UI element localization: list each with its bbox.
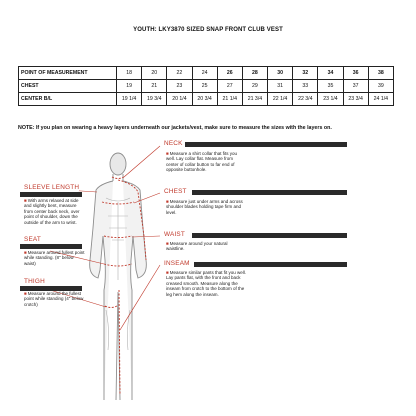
sleeve-heading: SLEEVE LENGTH [24,184,80,191]
measurement-guide [20,140,380,400]
chest-heading-bar [192,190,347,195]
table-header-label: POINT OF MEASUREMENT [19,67,117,80]
table-cell: 21 1/4 [217,93,242,106]
inseam-heading: INSEAM [164,260,190,267]
size-24: 24 [192,67,217,80]
table-cell: 35 [318,80,343,93]
table-row [19,93,394,106]
inseam-description: ■Measure similar pants that fit you well. Lay pants flat, with the front and back creased smooth. Measure along the inseam from crotch to the bottom of the leg hem along the inseam. [166,270,246,297]
table-cell: 22 3/4 [293,93,318,106]
table-cell: 29 [242,80,267,93]
size-28: 28 [242,67,267,80]
size-34: 34 [318,67,343,80]
size-22: 22 [167,67,192,80]
seat-heading: SEAT [24,236,42,243]
thigh-description: ■Measure around the fullest point while standing (4" below crotch) [24,291,84,307]
table-cell: 33 [293,80,318,93]
row-label-chest: CHEST [19,80,117,93]
bullet-icon: ■ [24,250,27,255]
size-38: 38 [368,67,393,80]
table-cell: 19 1/4 [117,93,142,106]
size-18: 18 [117,67,142,80]
table-cell: 21 3/4 [242,93,267,106]
size-36: 36 [343,67,368,80]
neck-heading-bar [185,142,347,147]
size-20: 20 [142,67,167,80]
table-cell: 21 [142,80,167,93]
size-26: 26 [217,67,242,80]
table-cell: 24 1/4 [368,93,393,106]
table-cell: 20 1/4 [167,93,192,106]
table-cell: 39 [368,80,393,93]
sleeve-description: ■With arms relaxed at side and slightly bent, measure from center back neck, over point of shoulder, down the outside of the arm to wrist. [24,198,80,225]
bullet-icon: ■ [166,270,169,275]
table-cell: 25 [192,80,217,93]
neck-measure-line [112,177,124,179]
table-cell: 19 [117,80,142,93]
thigh-heading: THIGH [24,278,45,285]
bullet-icon: ■ [24,291,27,296]
bullet-icon: ■ [24,198,27,203]
chart-title: YOUTH: LKY3870 SIZED SNAP FRONT CLUB VEST [133,27,283,33]
neck-description: ■Measure a shirt collar that fits you well. Lay collar flat. Measure from center of collar button to far end of opposite buttonhole. [166,151,237,173]
waist-description: ■Measure around your natural waistline. [166,241,228,252]
waist-heading-bar [192,233,347,238]
seat-heading-bar [20,244,82,249]
inseam-heading-bar [194,262,347,267]
waist-heading: WAIST [164,231,185,238]
table-cell: 23 1/4 [318,93,343,106]
size-30: 30 [268,67,293,80]
table-cell: 20 3/4 [192,93,217,106]
table-cell: 23 3/4 [343,93,368,106]
seat-description: ■Measure around fullest point while standing. (8" below waist) [24,250,85,266]
row-label-center-bl: CENTER B/L [19,93,117,106]
chest-heading: CHEST [164,188,187,195]
bullet-icon: ■ [166,151,169,156]
table-cell: 23 [167,80,192,93]
table-header-row [19,67,394,80]
table-cell: 22 1/4 [268,93,293,106]
layering-note: NOTE: If you plan on wearing a heavy layers underneath our jackets/vest, make sure to measure the sizes with the layers on. [18,125,332,131]
table-cell: 31 [268,80,293,93]
table-row [19,80,394,93]
bullet-icon: ■ [166,241,169,246]
bullet-icon: ■ [166,199,169,204]
chest-description: ■Measure just under arms and across shoulder blades holding tape firm and level. [166,199,243,215]
size-table [18,66,394,106]
neck-heading: NECK [164,140,183,147]
size-32: 32 [293,67,318,80]
table-cell: 27 [217,80,242,93]
sleeve-heading-bar [20,192,82,197]
table-cell: 19 3/4 [142,93,167,106]
table-cell: 37 [343,80,368,93]
